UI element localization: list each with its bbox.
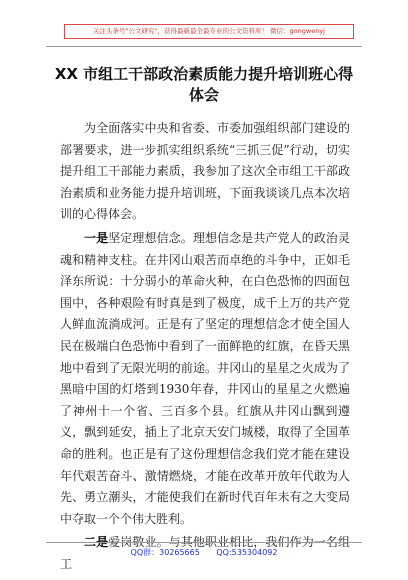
footer-qq: QQ:535304092 [216, 548, 278, 557]
header-banner: 关注头条号"公文研究"，获得最新最全最专业的公文资料库！ 微信：gongwenyj [64, 24, 354, 39]
footer-divider [46, 542, 362, 543]
document-body [60, 118, 350, 575]
point-2-lead: 二是 [84, 535, 109, 550]
point-1-text: 坚定理想信念。理想信念是共产党人的政治灵魂和精神支柱。在井冈山艰苦而卓绝的斗争中，正如毛泽东所说：十分弱小的革命火种，在白色恐怖的四面包围中，各种艰险有时真是到了极度，成千上万的共产党人鲜血流淌成河。正是有了坚定的理想信念才使全国人民在极端白色恐怖中看到了一面鲜艳的红旗，在昏天黑地中看到了无限光明的前途。井冈山的星星之火成为了黑暗中国的灯塔到1930年春，井冈山的星星之火燃遍了神州十一个省、三百多个县。红旗从井冈山飘到遵义，飘到延安，插上了北京天安门城楼，取得了全国革命的胜利。也正是有了这份理想信念我们党才能在建设年代艰苦奋斗、激情燃烧，才能在改革开放年代敢为人先、勇立潮头，才能使我们在新时代百年未有之大变局中夺取一个个伟大胜利。 [60, 230, 350, 526]
footer-qq-group: QQ群：30265665 [130, 548, 200, 557]
intro-paragraph: 为全面落实中央和省委、市委加强组织部门建设的部署要求，进一步抓实组织系统“三抓三促”行动，切实提升组工干部能力素质，我参加了这次全市组工干部政治素质和业务能力提升培训班，下面我谈谈几点本次培训的心得体会。 [60, 121, 350, 222]
footer-contact [0, 547, 408, 558]
page-title: XX 市组工干部政治素质能力提升培训班心得体会 [54, 65, 354, 104]
header-divider [46, 46, 362, 47]
point-2-text: 爱岗敬业。与其他职业相比，我们作为一名组工 [60, 535, 350, 571]
point-1-paragraph [60, 228, 350, 530]
point-1-lead: 一是 [84, 230, 109, 245]
